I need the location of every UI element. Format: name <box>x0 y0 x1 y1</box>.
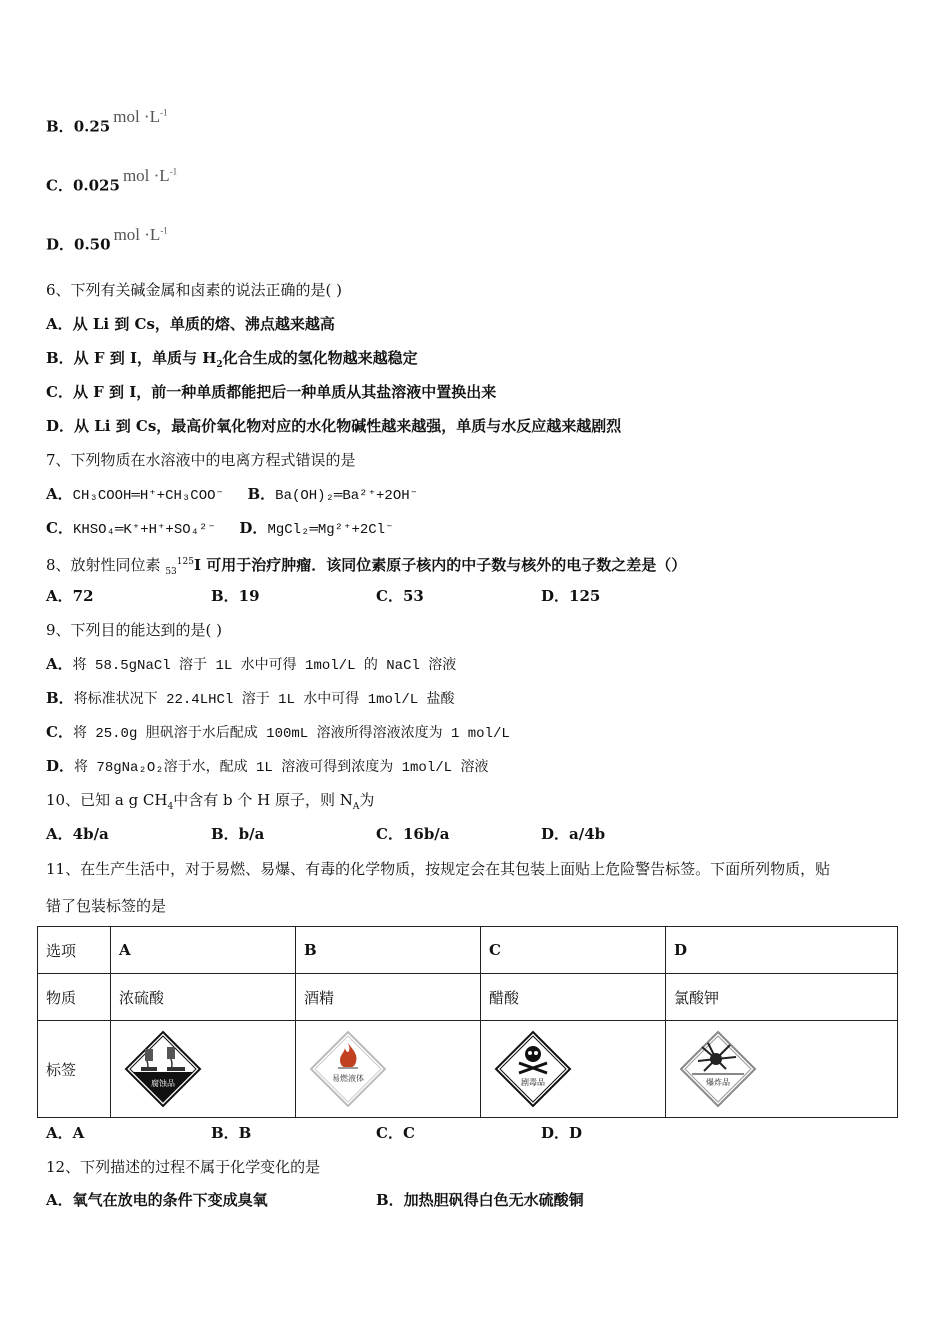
table-cell: D <box>666 927 898 974</box>
table-cell: 氯酸钾 <box>666 974 898 1021</box>
table-cell: 浓硫酸 <box>111 974 296 1021</box>
q7-options-cd: C．KHSO₄═K⁺+H⁺+SO₄²⁻ D．MgCl₂═Mg²⁺+2Cl⁻ <box>46 519 394 538</box>
q9-option-a: A．将 58.5gNaCl 溶于 1L 水中可得 1mol/L 的 NaCl 溶液 <box>46 655 457 674</box>
q6-option-a: A．从 Li 到 Cs，单质的熔、沸点越来越高 <box>46 315 335 333</box>
q6-option-d: D．从 Li 到 Cs，最高价氧化物对应的水化物碱性越来越强，单质与水反应越来越剧烈 <box>46 417 622 435</box>
q9-stem: 9、下列目的能达到的是( ) <box>46 621 223 639</box>
q10-options: A．4b/a B．b/a C．16b/a D．a/4b <box>46 825 606 843</box>
table-cell: C <box>481 927 666 974</box>
toxic-label-icon <box>493 1029 573 1109</box>
q5-option-b: B．$0.25mol \cdot L^{-1}$ <box>46 106 168 136</box>
table-row <box>38 1021 898 1118</box>
q11-stem-line1: 11、在生产生活中，对于易燃、易爆、有毒的化学物质，按规定会在其包装上面贴上危险警告标签。下面所列物质，贴 <box>46 860 831 878</box>
q11-options: A．A B．B C．C D．D <box>46 1124 583 1142</box>
label-text: 爆炸品 <box>706 1078 730 1087</box>
explosive-label-icon <box>678 1029 758 1109</box>
q5-option-c: C．$0.025mol \cdot L^{-1}$ <box>46 165 178 195</box>
flammable-liquid-label-icon <box>308 1029 388 1109</box>
q9-option-c: C．将 25.0g 胆矾溶于水后配成 100mL 溶液所得溶液浓度为 1 mol/L <box>46 723 510 742</box>
table-cell: 酒精 <box>296 974 481 1021</box>
table-cell: B <box>296 927 481 974</box>
hazard-label-table <box>37 926 898 1118</box>
q8-stem: 8、放射性同位素 $_{53}^{125}$I 可用于治疗肿瘤．该同位素原子核内的中子数与核外的电子数之差是（） <box>46 556 687 577</box>
q7-stem: 7、下列物质在水溶液中的电离方程式错误的是 <box>46 451 356 469</box>
table-cell: 标签 <box>38 1021 111 1118</box>
q9-option-b: B．将标准状况下 22.4LHCl 溶于 1L 水中可得 1mol/L 盐酸 <box>46 689 455 708</box>
q9-option-d: D．将 78gNa₂O₂溶于水，配成 1L 溶液可得到浓度为 1mol/L 溶液 <box>46 757 489 776</box>
q6-stem: 6、下列有关碱金属和卤素的说法正确的是( ) <box>46 281 343 299</box>
corrosive-label-icon <box>123 1029 203 1109</box>
q6-option-b: B．从 F 到 I，单质与 $H_2$化合生成的氢化物越来越稳定 <box>46 349 418 370</box>
table-cell: A <box>111 927 296 974</box>
q12-options: A．氧气在放电的条件下变成臭氧 B．加热胆矾得白色无水硫酸铜 <box>46 1191 584 1209</box>
q5-option-d: D．$0.50mol \cdot L^{-1}$ <box>46 224 168 254</box>
q8-options: A．72 B．19 C．53 D．125 <box>46 587 601 605</box>
table-cell <box>111 1021 296 1118</box>
label-text: 腐蚀品 <box>151 1079 175 1088</box>
q12-stem: 12、下列描述的过程不属于化学变化的是 <box>46 1158 321 1176</box>
q7-options-ab: A．CH₃COOH═H⁺+CH₃COO⁻ B．Ba(OH)₂═Ba²⁺+2OH⁻ <box>46 485 419 504</box>
table-cell <box>481 1021 666 1118</box>
q10-stem: 10、已知 a g $CH_4$中含有 b 个 H 原子，则 $N_A$为 <box>46 791 375 812</box>
q11-stem-line2: 错了包装标签的是 <box>46 897 167 915</box>
q6-option-c: C．从 F 到 I，前一种单质都能把后一种单质从其盐溶液中置换出来 <box>46 383 497 401</box>
label-text: 易燃液体 <box>332 1074 364 1083</box>
table-cell <box>296 1021 481 1118</box>
table-row <box>38 974 898 1021</box>
table-row <box>38 927 898 974</box>
label-text: 剧毒品 <box>521 1078 545 1087</box>
table-cell <box>666 1021 898 1118</box>
table-cell: 醋酸 <box>481 974 666 1021</box>
table-cell: 物质 <box>38 974 111 1021</box>
table-cell: 选项 <box>38 927 111 974</box>
